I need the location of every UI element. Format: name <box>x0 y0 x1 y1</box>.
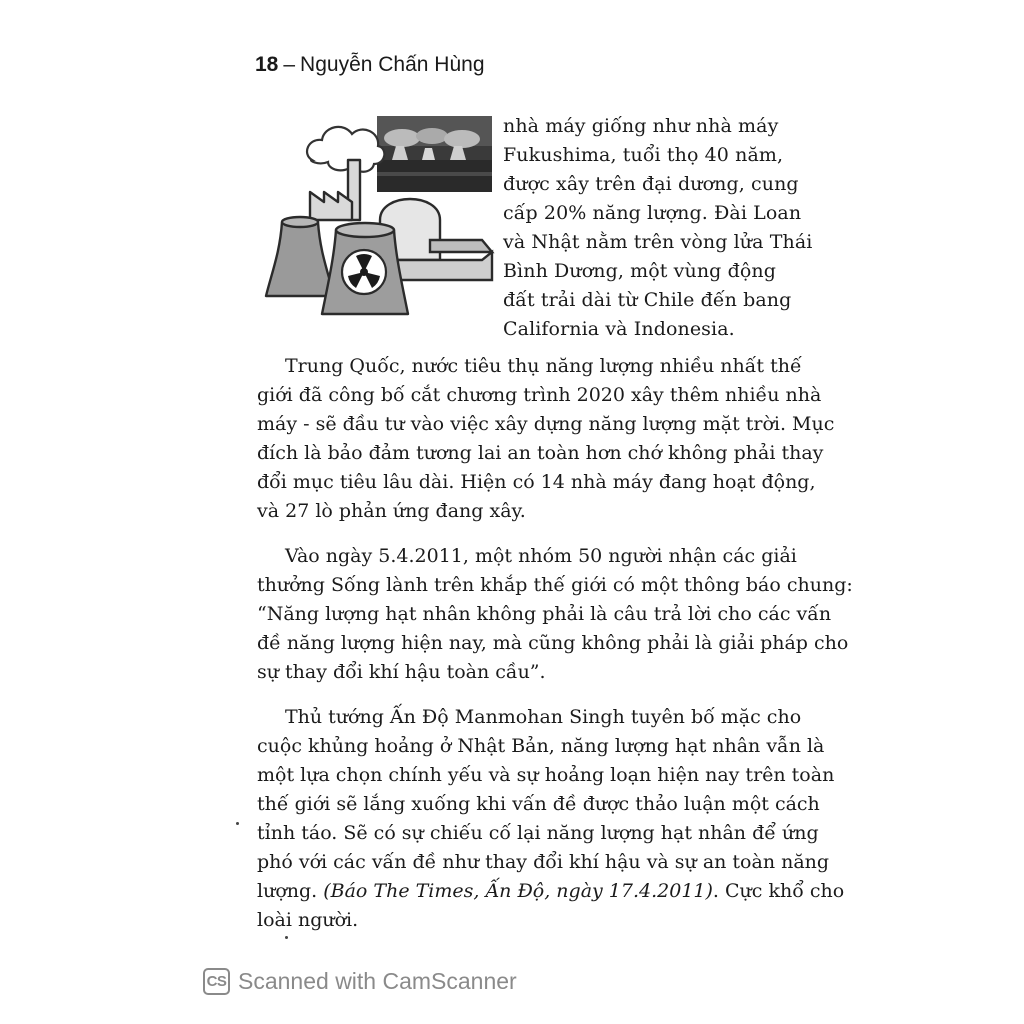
radiation-icon <box>342 250 386 294</box>
text-line: Fukushima, tuổi thọ 40 năm, <box>503 144 784 166</box>
text-line: sự thay đổi khí hậu toàn cầu”. <box>257 661 546 683</box>
watermark-label: Scanned with CamScanner <box>238 968 517 994</box>
text-line: phó với các vấn đề như thay đổi khí hậu và sự an toàn năng <box>257 851 830 873</box>
camscanner-watermark <box>203 968 517 995</box>
text-line: cuộc khủng hoảng ở Nhật Bản, năng lượng hạt nhân vẫn là <box>257 735 825 757</box>
citation: (Báo The Times, Ấn Độ, ngày 17.4.2011) <box>323 880 713 902</box>
text-line: Thủ tướng Ấn Độ Manmohan Singh tuyên bố mặc cho <box>285 706 802 728</box>
scan-speck <box>285 936 288 939</box>
text-line: đề năng lượng hiện nay, mà cũng không phải là giải pháp cho <box>257 632 849 654</box>
text-line: cấp 20% năng lượng. Đài Loan <box>503 202 802 224</box>
camscanner-logo-icon: CS <box>203 968 230 995</box>
text-line: đất trải dài từ Chile đến bang <box>503 289 792 311</box>
header-separator: – <box>283 53 296 76</box>
page-number: 18 <box>255 53 279 76</box>
text-line: máy - sẽ đầu tư vào việc xây dựng năng lượng mặt trời. Mục <box>257 413 835 435</box>
text-line: loài người. <box>257 909 359 931</box>
cooling-tower-left <box>266 217 334 296</box>
text-line: nhà máy giống như nhà máy <box>503 115 779 137</box>
paragraph-right-livelihood <box>257 542 853 687</box>
text-line: giới đã công bố cắt chương trình 2020 xây thêm nhiều nhà <box>257 384 822 406</box>
text-line: đích là bảo đảm tương lai an toàn hơn chớ không phải thay <box>257 442 824 464</box>
text-line: và 27 lò phản ứng đang xây. <box>257 500 526 522</box>
header-author: Nguyễn Chấn Hùng <box>300 53 485 76</box>
paragraph-india <box>257 703 845 935</box>
running-header <box>255 53 485 77</box>
text-segment: . Cực khổ cho <box>712 880 845 902</box>
scan-speck <box>236 822 239 825</box>
text-line: tỉnh táo. Sẽ có sự chiếu cố lại năng lượng hạt nhân để ứng <box>257 822 819 844</box>
text-line-with-citation <box>257 877 845 906</box>
nuclear-power-plant-icon <box>252 110 497 320</box>
text-line: một lựa chọn chính yếu và sự hoảng loạn hiện nay trên toàn <box>257 764 835 786</box>
paragraph-china <box>257 352 835 526</box>
text-line: California và Indonesia. <box>503 318 735 340</box>
text-line: thế giới sẽ lắng xuống khi vấn đề được thảo luận một cách <box>257 793 820 815</box>
text-line: thưởng Sống lành trên khắp thế giới có một thông báo chung: <box>257 574 853 596</box>
wrapped-paragraph <box>503 112 813 344</box>
text-line: đổi mục tiêu lâu dài. Hiện có 14 nhà máy đang hoạt động, <box>257 471 816 493</box>
text-line: Vào ngày 5.4.2011, một nhóm 50 người nhận các giải <box>285 545 797 567</box>
text-line: và Nhật nằm trên vòng lửa Thái <box>503 231 813 253</box>
text-segment: lượng. <box>257 880 324 902</box>
text-line: “Năng lượng hạt nhân không phải là câu trả lời cho các vấn <box>257 603 832 625</box>
text-line: Trung Quốc, nước tiêu thụ năng lượng nhiều nhất thế <box>285 355 802 377</box>
body-text <box>257 352 853 951</box>
cooling-towers-photo <box>377 116 492 192</box>
smoke-cloud <box>307 127 384 172</box>
text-line: Bình Dương, một vùng động <box>503 260 776 282</box>
text-line: được xây trên đại dương, cung <box>503 173 799 195</box>
